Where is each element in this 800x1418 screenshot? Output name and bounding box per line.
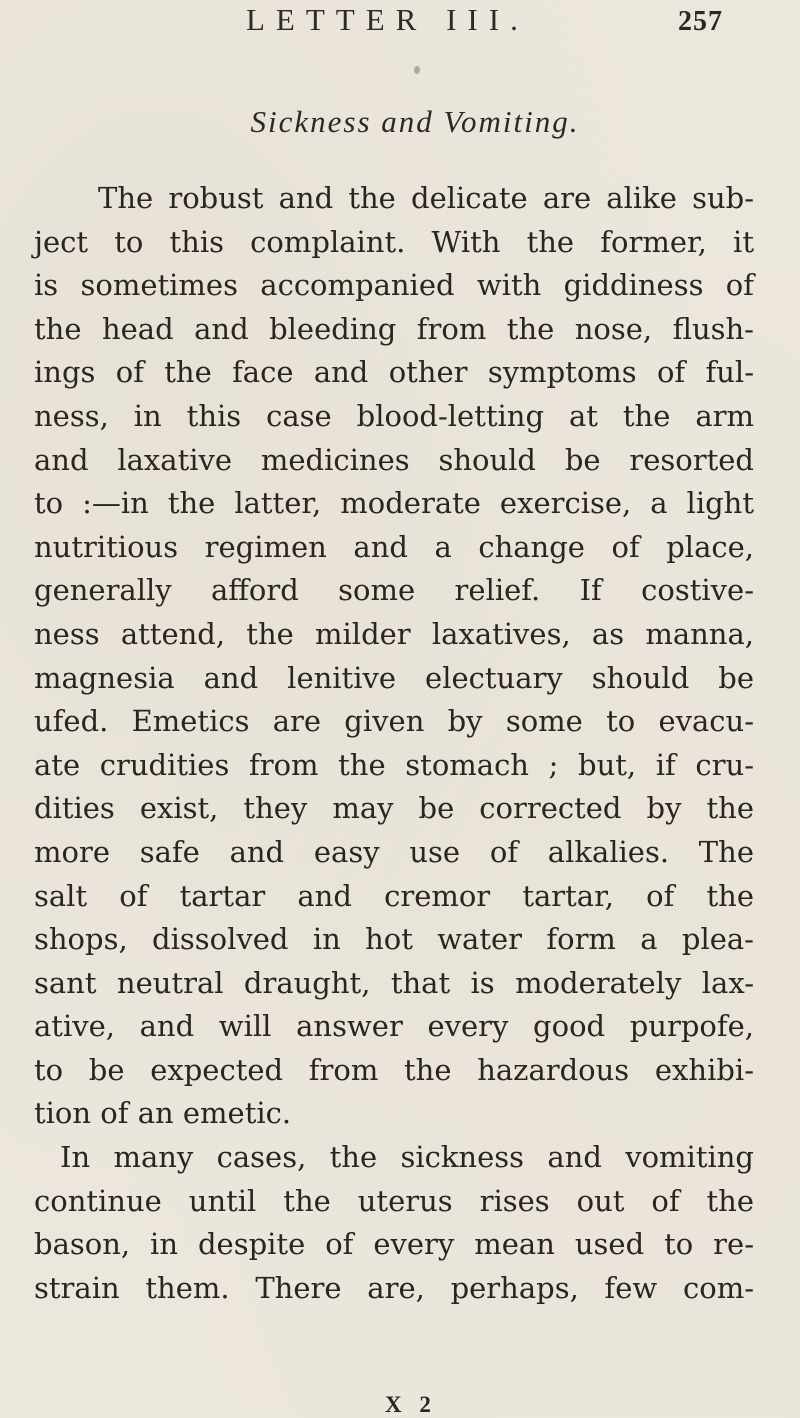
text-line: dities exist, they may be corrected by the (34, 791, 754, 826)
running-head (246, 2, 766, 42)
text-line: and laxative medicines should be resorted (34, 442, 754, 477)
body-text (34, 177, 754, 1310)
page-number: 257 (678, 6, 723, 37)
text-line: ufed. Emetics are given by some to evacu- (34, 704, 754, 739)
text-line: is sometimes accompanied with giddiness of (34, 268, 754, 303)
text-line: ings of the face and other symptoms of ful- (34, 355, 754, 390)
ink-speck-ornament (414, 66, 420, 74)
text-line: ate crudities from the stomach ; but, if cru- (34, 747, 754, 782)
text-line: salt of tartar and cremor tartar, of the (34, 878, 754, 913)
text-line: bason, in despite of every mean used to re- (34, 1227, 754, 1262)
text-line: ative, and will answer every good purpofe, (34, 1009, 754, 1044)
text-line: ness attend, the milder laxatives, as manna, (34, 616, 754, 651)
text-line: sant neutral draught, that is moderately lax- (34, 965, 754, 1000)
text-line: to :—in the latter, moderate exercise, a light (34, 486, 754, 521)
text-line: tion of an emetic. (34, 1096, 292, 1131)
text-line: to be expected from the hazardous exhibi- (34, 1052, 754, 1087)
text-line: strain them. There are, perhaps, few com- (34, 1270, 754, 1305)
signature-mark: X 2 (385, 1392, 437, 1417)
text-line: generally afford some relief. If costive- (34, 573, 754, 608)
text-line: ject to this complaint. With the former, it (34, 224, 754, 259)
text-line: ness, in this case blood-letting at the arm (34, 398, 754, 433)
text-line: In many cases, the sickness and vomiting (60, 1140, 754, 1175)
text-line: shops, dissolved in hot water form a plea- (34, 922, 754, 957)
running-head-title: LETTER III. (246, 2, 529, 37)
section-heading: Sickness and Vomiting. (250, 104, 580, 139)
text-line: magnesia and lenitive electuary should be (34, 660, 754, 695)
text-line: continue until the uterus rises out of the (34, 1183, 754, 1218)
text-line: more safe and easy use of alkalies. The (34, 834, 754, 869)
text-line: the head and bleeding from the nose, flush- (34, 311, 754, 346)
text-line: The robust and the delicate are alike sub- (98, 181, 754, 215)
text-line: nutritious regimen and a change of place, (34, 529, 754, 564)
